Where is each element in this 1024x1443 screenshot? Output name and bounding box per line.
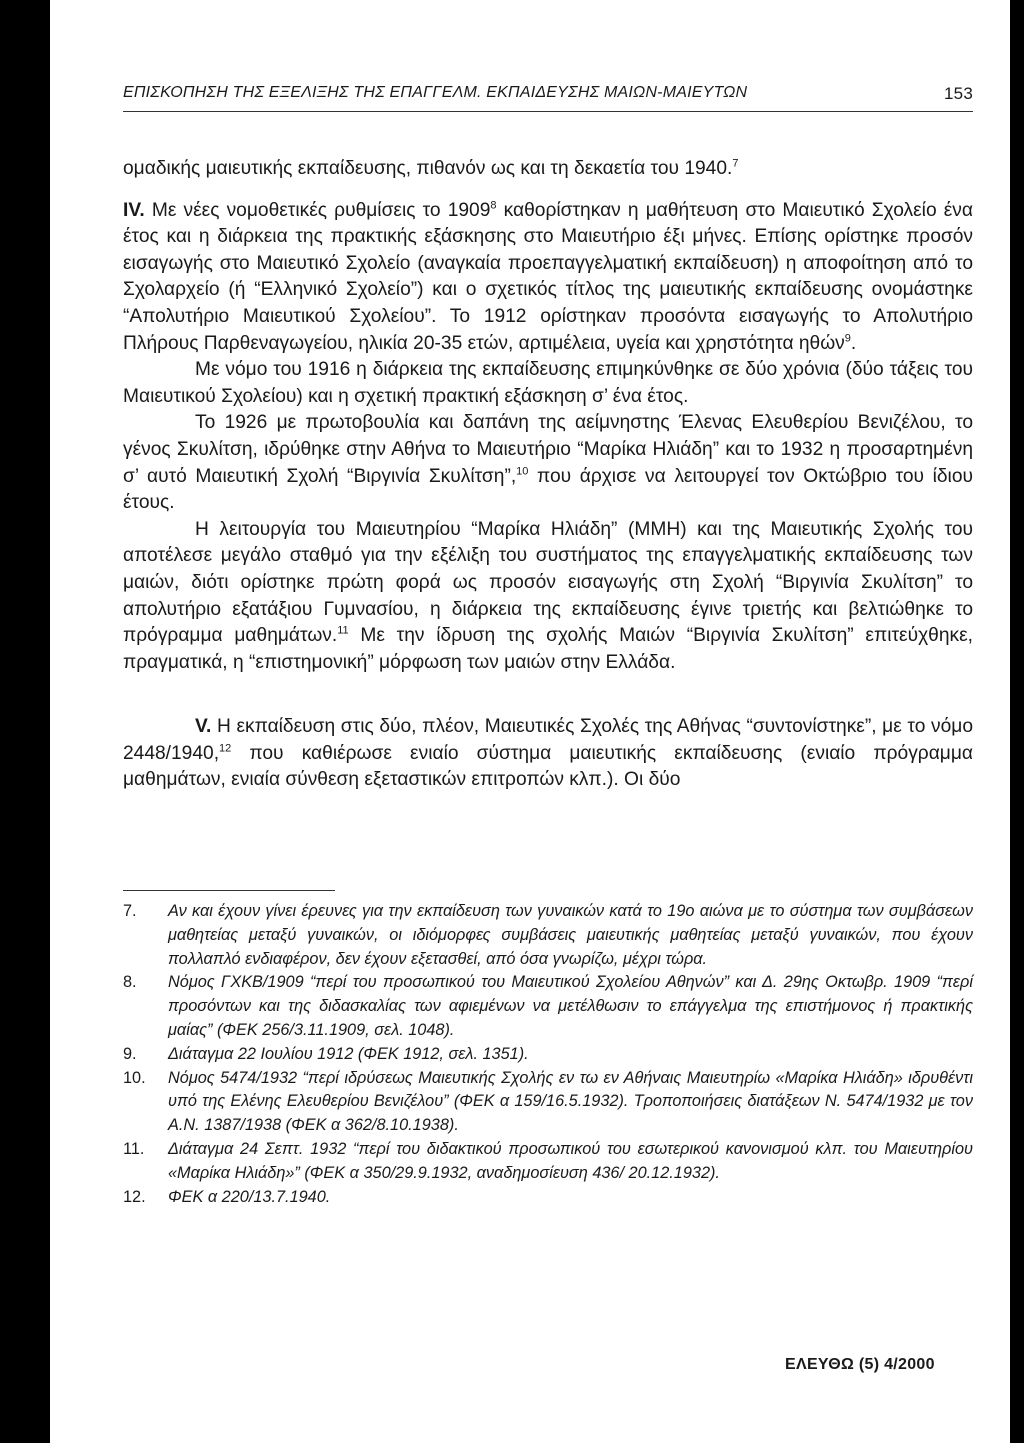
paragraph-text: . [850,332,857,354]
paragraph-2 [123,198,973,358]
section-number: IV. [123,199,145,221]
running-title: ΕΠΙΣΚΟΠΗΣΗ ΤΗΣ ΕΞΕΛΙΞΗΣ ΤΗΣ ΕΠΑΓΓΕΛΜ. ΕΚΠΑΙΔΕΥΣΗΣ ΜΑΙΩΝ-ΜΑΙΕΥΤΩΝ [123,84,748,101]
paragraph-5 [123,517,973,677]
page-number: 153 [944,84,973,103]
footnote-item [123,900,973,971]
paragraph-text: Το 1926 με πρωτοβουλία και δαπάνη της αείμνηστης Έλενας Ελευθερίου Βενιζέλου, το γένος Σκυλίτση, ιδρύθηκε στην Αθήνα το Μαιευτήριο “Μαρίκα Ηλιάδη” και το 1932 η προσαρτημένη σ’ αυτό Μαιευτική Σχολή “Βιργινία Σκυλίτση”, [123,412,973,487]
footnote-number: 11. [123,1139,145,1158]
paragraph-text: Με νέες νομοθετικές ρυθμίσεις το 1909 [144,199,491,221]
footnote-item [123,1067,973,1138]
footnote-number: 7. [123,902,137,920]
paragraph-text: που καθιέρωσε ενιαίο σύστημα μαιευτικής εκπαίδευσης (ενιαίο πρόγραμμα μαθημάτων, ενιαία σύνθεση εξεταστικών επιτροπών κλπ.). Οι δύο [123,742,973,791]
header-divider [123,111,973,112]
paragraph-4 [123,410,973,516]
footnote-number: 8. [123,973,137,992]
footnote-ref-11[interactable]: 11 [337,624,349,637]
section-number: V. [195,716,212,738]
paragraph-text: Με την ίδρυση της σχολής Μαιών “Βιργινία Σκυλίτση” επιτεύχθηκε, πραγματικά, η “επιστημονική” μόρφωση των μαιών στην Ελλάδα. [123,625,973,673]
footnote-ref-9[interactable]: 9 [844,332,851,345]
body-text [123,156,973,794]
paragraph-3: Με νόμο του 1916 η διάρκεια της εκπαίδευσης επιμηκύνθηκε σε δύο χρόνια (δύο τάξεις του Μαιευτικού Σχολείου) και η σχετική πρακτική εξάσκηση σ’ ένα έτος. [123,359,973,407]
footnote-text: Αν και έχουν γίνει έρευνες για την εκπαίδευση των γυναικών κατά το 19ο αιώνα με το σύστημα των συμβάσεων μαθητείας μεταξύ γυναικών, οι ιδιόμορφες συμβάσεις μαιευτικής μαθητείας μεταξύ γυναικών, που έχουν πολλαπλό ενδιαφέρον, δεν έχουν εξετασθεί, από όσα γνωρίζω, μέχρι τώρα. [168,902,973,968]
running-header [123,84,973,108]
footnote-item [123,1186,973,1210]
footnote-text: Διάταγμα 22 Ιουλίου 1912 (ΦΕΚ 1912, σελ. 1351). [168,1044,529,1063]
footnote-item [123,1043,973,1067]
footnotes [123,900,973,1209]
footnote-item [123,971,973,1042]
footnote-text: Διάταγμα 24 Σεπτ. 1932 “περί του διδακτικού προσωπικού του εσωτερικού κανονισμού κλπ. του Μαιευτηρίου «Μαρίκα Ηλιάδη»” (ΦΕΚ α 350/29.9.1932, αναδημοσίευση 436/ 20.12.1932). [168,1139,973,1182]
paragraph-text: ομαδικής μαιευτικής εκπαίδευσης, πιθανόν ως και τη δεκαετία του 1940. [123,158,733,179]
footnote-text: Νόμος ΓΧΚΒ/1909 “περί του προσωπικού του Μαιευτικού Σχολείου Αθηνών” και Δ. 29ης Οκτωβρ. 1909 “περί προσόντων και της διδασκαλίας των αφιεμένων να μετέλθωσιν το επάγγελμα της επιστήμονος ή πρακτικής μαίας” (ΦΕΚ 256/3.11.1909, σελ. 1048). [168,973,973,1039]
paragraph-1 [123,156,973,183]
document-page [50,0,1010,1443]
footnote-number: 9. [123,1044,137,1063]
paragraph-text: καθορίστηκαν η μαθήτευση στο Μαιευτικό Σχολείο ένα έτος και η διάρκεια της πρακτικής εξάσκησης στο Μαιευτήριο έξι μήνες. Επίσης ορίστηκε προσόν εισαγωγής στο Μαιευτικό Σχολείο (αναγκαία προεπαγγελματική εκπαίδευση) η αποφοίτηση από το Σχολαρχείο (ή “Ελληνικό Σχολείο”) και ο σχετικός τίτλος της μαιευτικής εκπαίδευσης ονομάστηκε “Απολυτήριο Μαιευτικού Σχολείου”. Το 1912 ορίστηκαν προσόντα εισαγωγής το Απολυτήριο Πλήρους Παρθεναγωγείου, ηλικία 20-35 ετών, αρτιμέλεια, υγεία και χρηστότητα ηθών [123,199,973,354]
footnote-item [123,1138,973,1186]
paragraph-text: Η εκπαίδευση στις δύο, πλέον, Μαιευτικές Σχολές της Αθήνας “συντονίστηκε”, με το νόμο 2448/1940, [123,716,973,764]
footnote-ref-7[interactable]: 7 [732,157,739,170]
footnote-ref-8[interactable]: 8 [490,199,497,212]
footnote-ref-10[interactable]: 10 [516,465,529,478]
paragraph-6 [123,714,973,794]
footnote-number: 12. [123,1187,146,1206]
footnote-number: 10. [123,1068,146,1087]
paragraph-text: που άρχισε να λειτουργεί τον Οκτώβριο του ίδιου έτους. [123,465,973,514]
footnote-text: ΦΕΚ α 220/13.7.1940. [168,1187,331,1206]
footnote-divider [123,890,335,891]
footnote-ref-12[interactable]: 12 [219,742,232,755]
journal-footer: ΕΛΕΥΘΩ (5) 4/2000 [785,1356,935,1373]
footnote-text: Νόμος 5474/1932 “περί ιδρύσεως Μαιευτικής Σχολής εν τω εν Αθήναις Μαιευτηρίω «Μαρίκα Ηλιάδη» ιδρυθέντι υπό της Ελένης Ελευθερίου Βενιζέλου” (ΦΕΚ α 159/16.5.1932). Τροποποιήσεις διατάξεων Ν. 5474/1932 με τον Α.Ν. 1387/1938 (ΦΕΚ α 362/8.10.1938). [168,1068,973,1135]
paragraph-text: Η λειτουργία του Μαιευτηρίου “Μαρίκα Ηλιάδη” (ΜΜΗ) και της Μαιευτικής Σχολής του αποτέλεσε μεγάλο σταθμό για την εξέλιξη του συστήματος της επαγγελματικής εκπαίδευσης των μαιών, διότι ορίστηκε πρώτη φορά ως προσόν εισαγωγής στη Σχολή “Βιργινία Σκυλίτση” το απολυτήριο εξατάξιου Γυμνασίου, η διάρκεια της εκπαίδευσης έγινε τριετής και βελτιώθηκε το πρόγραμμα μαθημάτων. [123,518,973,647]
